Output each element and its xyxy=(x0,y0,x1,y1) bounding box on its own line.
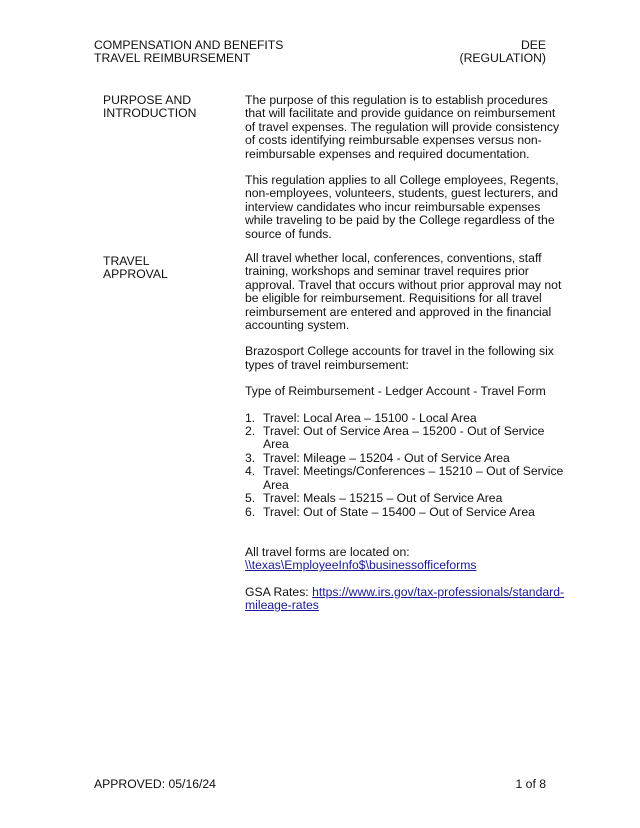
list-item: 2. Travel: Out of Service Area – 15200 - Out of Service Area xyxy=(245,424,545,452)
list-item: 6. Travel: Out of State – 15400 – Out of Service Area xyxy=(245,504,535,519)
purpose-paragraph-2: This regulation applies to all College employees, Regents, non-employees, volunteers, students, guest lecturers, and interview candidates who incur reimbursable expenses while traveling to be paid by the College regardless of the source of funds. xyxy=(245,173,559,241)
gsa-rates-link[interactable]: https://www.irs.gov/tax-professionals/standard-mileage-rates xyxy=(245,584,565,613)
reimbursement-list-heading: Type of Reimbursement - Ledger Account - Travel Form xyxy=(245,384,546,399)
gsa-rates-line xyxy=(245,586,565,613)
section-body-purpose xyxy=(245,94,565,241)
gsa-rates-label: GSA Rates: xyxy=(245,584,313,599)
list-item: 4. Travel: Meetings/Conferences – 15210 – Out of Service Area xyxy=(245,464,564,492)
list-item: 1. Travel: Local Area – 15100 - Local Area xyxy=(245,410,477,425)
approval-paragraph-1: All travel whether local, conferences, conventions, staff training, workshops and seminar travel requires prior approval. Travel that occurs without prior approval may not be eligible for reimbursement. Requisitions for all travel reimbursement are entered and approved in the financial accounting system. xyxy=(245,251,562,333)
header-code: DEE xyxy=(520,38,546,52)
footer-approved-date: APPROVED: 05/16/24 xyxy=(94,777,216,791)
list-item: 5. Travel: Meals – 15215 – Out of Service Area xyxy=(245,491,503,506)
header-doc-type: (REGULATION) xyxy=(459,51,546,66)
section-label-purpose: PURPOSE AND INTRODUCTION xyxy=(103,93,197,121)
page-header-left xyxy=(94,39,283,66)
section-body-travel-approval xyxy=(245,252,565,613)
header-title: TRAVEL REIMBURSEMENT xyxy=(94,51,251,66)
footer-page-number: 1 of 8 xyxy=(515,777,546,791)
header-category: COMPENSATION AND BENEFITS xyxy=(94,38,284,52)
forms-location-link-line xyxy=(245,559,565,572)
section-label-travel-approval: TRAVEL APPROVAL xyxy=(103,254,168,282)
reimbursement-type-list xyxy=(245,412,565,519)
forms-path-link[interactable]: \\texas\EmployeeInfo$\businessofficeforms xyxy=(245,558,477,573)
purpose-paragraph-1: The purpose of this regulation is to establish procedures that will facilitate and provide guidance on reimbursement of travel expenses. The regulation will provide consistency of costs identifying reimbursable expenses versus non-reimbursable expenses and required documentation. xyxy=(245,93,560,161)
approval-paragraph-2: Brazosport College accounts for travel in the following six types of travel reimbursement: xyxy=(245,344,554,372)
page-header-right xyxy=(460,39,546,66)
forms-location-text: All travel forms are located on: xyxy=(245,544,410,559)
list-item: 3. Travel: Mileage – 15204 - Out of Service Area xyxy=(245,450,510,465)
